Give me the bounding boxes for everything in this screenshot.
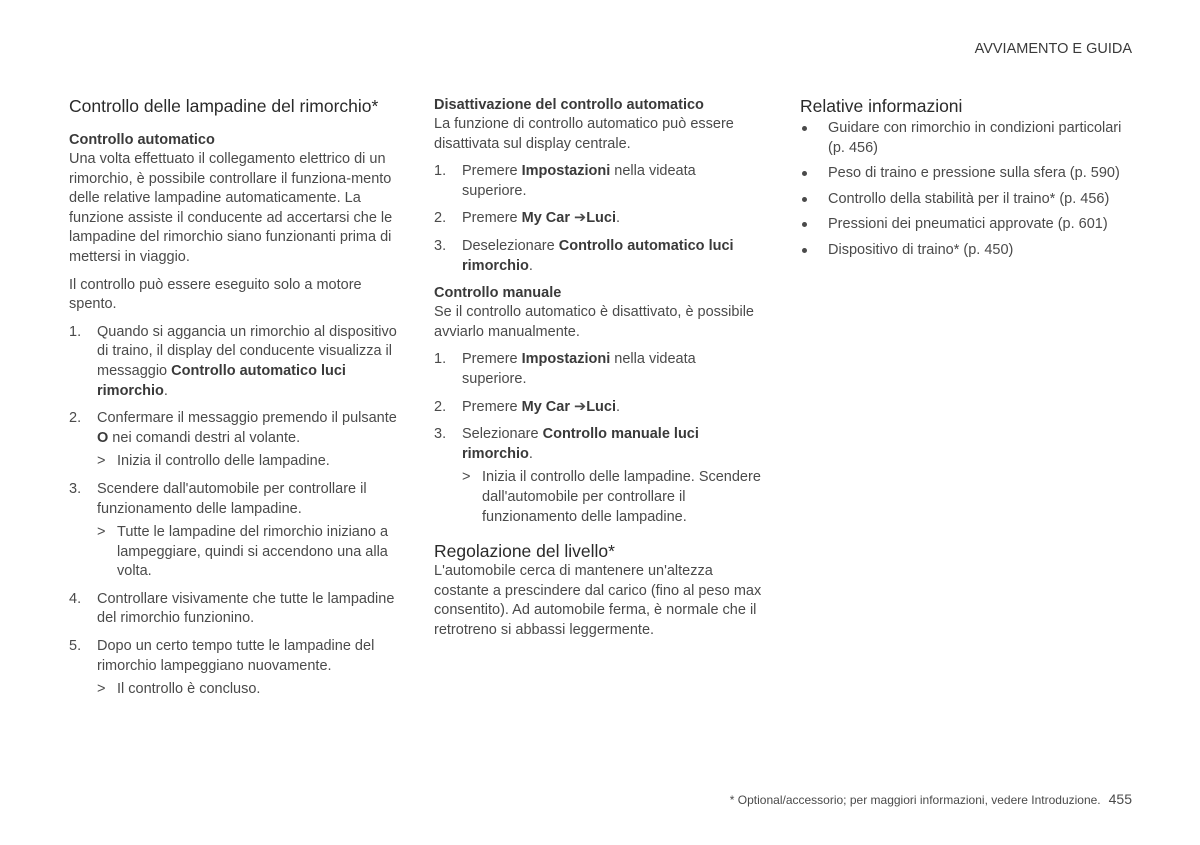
deactivation-paragraph: La funzione di controllo automatico può essere disattivata sul display centrale. xyxy=(434,116,734,152)
arrow-right-icon: ➔ xyxy=(574,398,587,415)
step-result xyxy=(97,452,399,472)
footnote: * Optional/accessorio; per maggiori informazioni, vedere Introduzione. xyxy=(729,793,1101,807)
related-link[interactable] xyxy=(800,215,1130,235)
step-number: 2. xyxy=(69,410,82,427)
step-text: Quando si aggancia un rimorchio al dispositivo di traino, il display del conducente visualizza il messaggio xyxy=(97,323,397,379)
step-text: . xyxy=(616,210,621,227)
step-result xyxy=(97,523,399,582)
related-link-text[interactable]: Controllo della stabilità per il traino* (p. 456) xyxy=(828,190,1110,207)
step-item xyxy=(434,162,764,201)
bullet-icon xyxy=(802,197,807,202)
step-text: Controllare visivamente che tutte le lampadine del rimorchio funzionino. xyxy=(97,590,395,627)
step-item xyxy=(69,409,399,472)
column-right xyxy=(800,96,1130,261)
step-number: 1. xyxy=(434,351,447,368)
step-bold: Luci xyxy=(586,398,616,415)
step-item xyxy=(434,350,764,389)
section-title: Controllo delle lampadine del rimorchio* xyxy=(69,96,379,116)
bullet-icon xyxy=(802,171,807,176)
subheading-manual: Controllo manuale xyxy=(434,285,562,302)
step-item xyxy=(434,425,764,527)
step-text: nella videata superiore. xyxy=(462,351,696,387)
step-bold: Impostazioni xyxy=(521,163,611,180)
arrow-right-icon: ➔ xyxy=(574,210,587,227)
step-text: nella videata superiore. xyxy=(462,163,696,199)
step-text: Premere xyxy=(462,351,522,368)
step-bold: My Car xyxy=(521,210,570,227)
step-bold: Controllo manuale luci rimorchio xyxy=(462,426,699,462)
step-number: 1. xyxy=(434,163,447,180)
page-footer xyxy=(730,790,1132,811)
automatic-steps xyxy=(69,323,399,700)
step-item xyxy=(434,237,764,276)
step-bold: Controllo automatico luci rimorchio xyxy=(97,362,346,399)
step-item xyxy=(69,590,399,629)
step-text: . xyxy=(616,398,621,415)
page-number: 455 xyxy=(1108,791,1132,807)
step-item xyxy=(69,480,399,582)
step-item xyxy=(434,398,764,418)
related-link-text[interactable]: Pressioni dei pneumatici approvate (p. 601) xyxy=(828,216,1108,233)
manual-steps xyxy=(434,350,764,527)
subheading-deactivation: Disattivazione del controllo automatico xyxy=(434,97,704,113)
deactivation-steps xyxy=(434,162,764,276)
step-bold: Impostazioni xyxy=(521,351,611,368)
step-number: 2. xyxy=(434,398,447,415)
step-text: . xyxy=(163,382,168,399)
step-item xyxy=(69,637,399,700)
step-text: Deselezionare xyxy=(462,237,559,254)
related-link[interactable] xyxy=(800,190,1130,210)
step-number: 5. xyxy=(69,638,82,655)
step-result xyxy=(97,680,399,700)
step-item xyxy=(69,323,399,401)
column-middle xyxy=(434,96,764,640)
step-number: 1. xyxy=(69,323,82,340)
manual-paragraph: Se il controllo automatico è disattivato, è possibile avviarlo manualmente. xyxy=(434,304,754,340)
step-text: Dopo un certo tempo tutte le lampadine del rimorchio lampeggiano nuovamente. xyxy=(97,638,375,674)
related-link-text[interactable]: Dispositivo di traino* (p. 450) xyxy=(828,241,1014,258)
result-text: Inizia il controllo delle lampadine. xyxy=(117,453,330,470)
step-bold: Controllo automatico luci rimorchio xyxy=(462,237,734,274)
bullet-icon xyxy=(802,222,807,227)
step-number: 3. xyxy=(69,480,82,497)
step-bold: O xyxy=(97,429,109,446)
step-bold: My Car xyxy=(521,398,570,415)
result-text: Il controllo è concluso. xyxy=(117,681,261,698)
note-paragraph: Il controllo può essere eseguito solo a motore spento. xyxy=(69,276,362,313)
step-text: Premere xyxy=(462,210,522,227)
related-link[interactable] xyxy=(800,119,1130,158)
step-text: Premere xyxy=(462,163,522,180)
step-text: Selezionare xyxy=(462,426,543,443)
step-text: Confermare il messaggio premendo il pulsante xyxy=(97,410,397,427)
related-link-text[interactable]: Guidare con rimorchio in condizioni particolari (p. 456) xyxy=(828,120,1122,156)
step-text: . xyxy=(528,257,533,274)
related-title: Relative informazioni xyxy=(800,96,963,116)
step-number: 4. xyxy=(69,590,82,607)
step-text: Premere xyxy=(462,398,522,415)
step-result xyxy=(462,468,764,527)
result-marker: > xyxy=(462,469,471,486)
result-text: Inizia il controllo delle lampadine. Scendere dall'automobile per controllare il funzionamento delle lampadine. xyxy=(482,469,761,525)
bullet-icon xyxy=(802,126,807,131)
result-text: Tutte le lampadine del rimorchio iniziano a lampeggiare, quindi si accendono una alla volta. xyxy=(117,524,389,580)
subheading-automatic: Controllo automatico xyxy=(69,132,215,148)
bullet-icon xyxy=(802,248,807,253)
step-text: nei comandi destri al volante. xyxy=(108,429,301,446)
level-paragraph: L'automobile cerca di mantenere un'altezza costante a prescindere dal carico (fino al peso max consentito). Ad automobile ferma, è normale che il retrotreno si abbassi leggermente. xyxy=(434,563,762,638)
section-title-level: Regolazione del livello* xyxy=(434,541,615,562)
result-marker: > xyxy=(97,681,106,698)
section-header: AVVIAMENTO E GUIDA xyxy=(974,41,1132,57)
result-marker: > xyxy=(97,524,106,541)
step-number: 3. xyxy=(434,426,447,443)
column-left xyxy=(69,96,399,700)
related-link-text[interactable]: Peso di traino e pressione sulla sfera (p. 590) xyxy=(828,165,1120,182)
related-link[interactable] xyxy=(800,164,1130,184)
intro-paragraph: Una volta effettuato il collegamento elettrico di un rimorchio, è possibile controllare il funziona-mento delle relative lampadine automaticamente. La funzione assiste il conducente ad accertarsi che le lampadine del rimorchio siano funzionanti prima di mettersi in viaggio. xyxy=(69,151,393,265)
step-bold: Luci xyxy=(586,210,616,227)
step-text: Scendere dall'automobile per controllare il funzionamento delle lampadine. xyxy=(97,480,367,517)
result-marker: > xyxy=(97,453,106,470)
step-item xyxy=(434,209,764,229)
related-list xyxy=(800,119,1130,261)
related-link[interactable] xyxy=(800,241,1130,261)
step-number: 2. xyxy=(434,210,447,227)
step-text: . xyxy=(528,445,533,462)
step-number: 3. xyxy=(434,237,447,254)
